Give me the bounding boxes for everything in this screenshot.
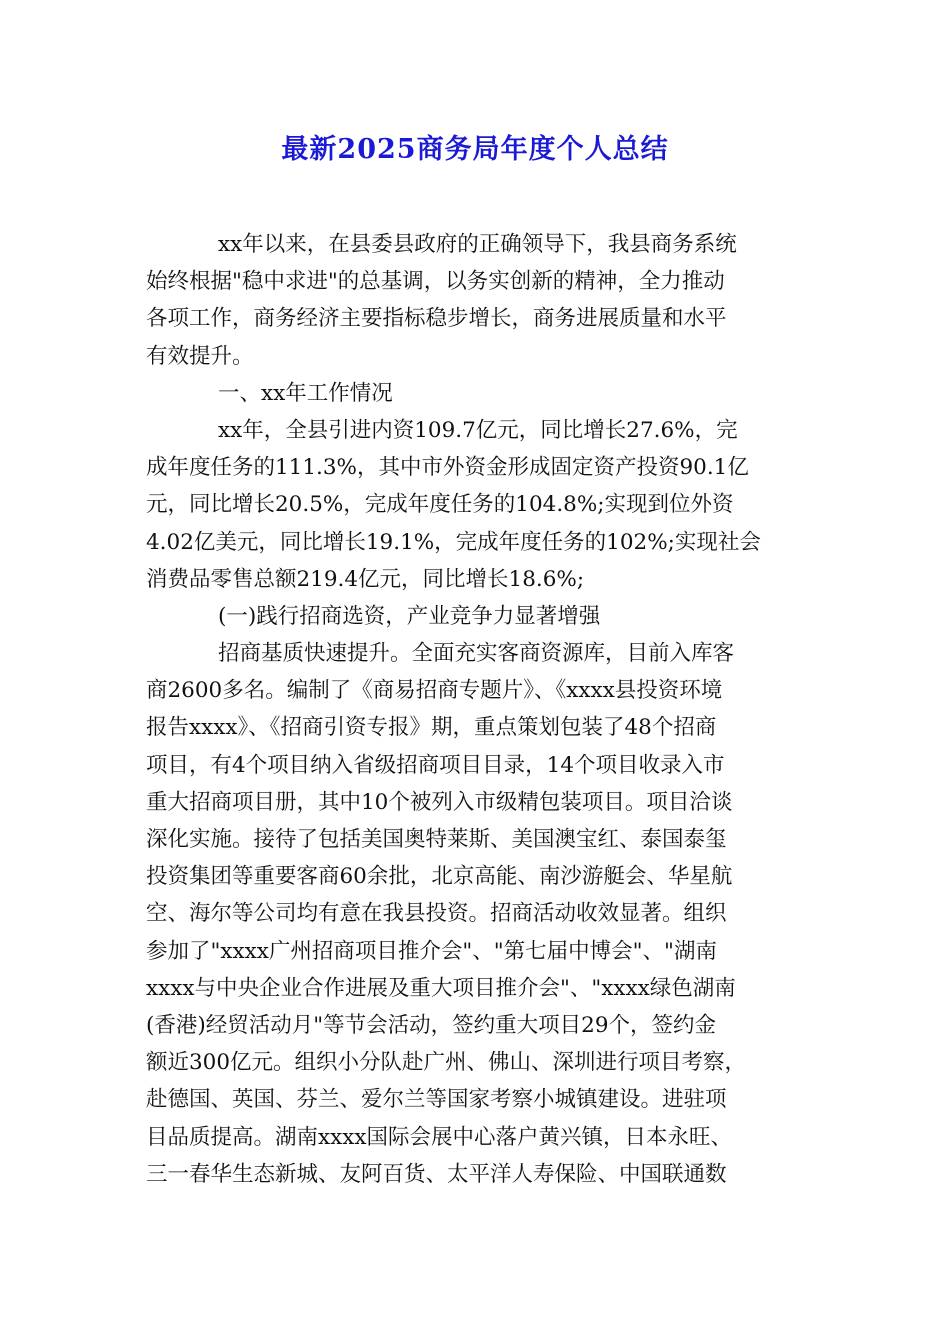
body-line: 报告xxxx》、《招商引资专报》期，重点策划包装了48个招商 bbox=[146, 715, 717, 741]
body-line: 有效提升。 bbox=[146, 343, 254, 369]
document-body bbox=[146, 226, 806, 1193]
body-line: 商2600多名。编制了《商易招商专题片》、《xxxx县投资环境 bbox=[146, 678, 723, 704]
body-line: xx年以来，在县委县政府的正确领导下，我县商务系统 bbox=[218, 232, 737, 257]
body-line: 深化实施。接待了包括美国奥特莱斯、美国澳宝红、泰国泰玺 bbox=[146, 827, 727, 852]
body-line: (香港)经贸活动月"等节会活动，签约重大项目29个，签约金 bbox=[146, 1012, 717, 1038]
body-line: 一、xx年工作情况 bbox=[218, 380, 393, 406]
body-line: 消费品零售总额219.4亿元，同比增长18.6%; bbox=[146, 566, 585, 592]
page-title: 最新2025商务局年度个人总结 bbox=[281, 134, 669, 165]
body-line: 额近300亿元。组织小分队赴广州、佛山、深圳进行项目考察， bbox=[146, 1050, 747, 1076]
body-line: 重大招商项目册，其中10个被列入市级精包装项目。项目洽谈 bbox=[146, 789, 733, 815]
body-line: 招商基质快速提升。全面充实客商资源库，目前入库客 bbox=[218, 641, 735, 667]
body-line: xx年，全县引进内资109.7亿元，同比增长27.6%，完 bbox=[218, 417, 738, 443]
body-line: 目品质提高。湖南xxxx国际会展中心落户黄兴镇，日本永旺、 bbox=[146, 1124, 733, 1150]
body-line: 赴德国、英国、芬兰、爱尔兰等国家考察小城镇建设。进驻项 bbox=[146, 1087, 727, 1113]
body-line: (一)践行招商选资，产业竞争力显著增强 bbox=[218, 603, 601, 629]
body-line: xxxx与中央企业合作进展及重大项目推介会"、"xxxx绿色湖南 bbox=[146, 975, 736, 1001]
body-line: 空、海尔等公司均有意在我县投资。招商活动收效显著。组织 bbox=[146, 901, 727, 927]
body-line: 4.02亿美元，同比增长19.1%，完成年度任务的102%;实现社会 bbox=[146, 529, 761, 555]
body-line: 各项工作，商务经济主要指标稳步增长，商务进展质量和水平 bbox=[146, 306, 727, 332]
body-line: 三一春华生态新城、友阿百货、太平洋人寿保险、中国联通数 bbox=[146, 1161, 727, 1187]
body-line: 成年度任务的111.3%，其中市外资金形成固定资产投资90.1亿 bbox=[146, 455, 749, 481]
body-line: 始终根据"稳中求进"的总基调，以务实创新的精神，全力推动 bbox=[146, 269, 725, 295]
body-line: 投资集团等重要客商60余批，北京高能、南沙游艇会、华星航 bbox=[146, 864, 733, 890]
body-line: 元，同比增长20.5%，完成年度任务的104.8%;实现到位外资 bbox=[146, 492, 734, 518]
body-line: 参加了"xxxx广州招商项目推介会"、"第七届中博会"、"湖南 bbox=[146, 938, 717, 964]
body-line: 项目，有4个项目纳入省级招商项目目录，14个项目收录入市 bbox=[146, 752, 725, 778]
